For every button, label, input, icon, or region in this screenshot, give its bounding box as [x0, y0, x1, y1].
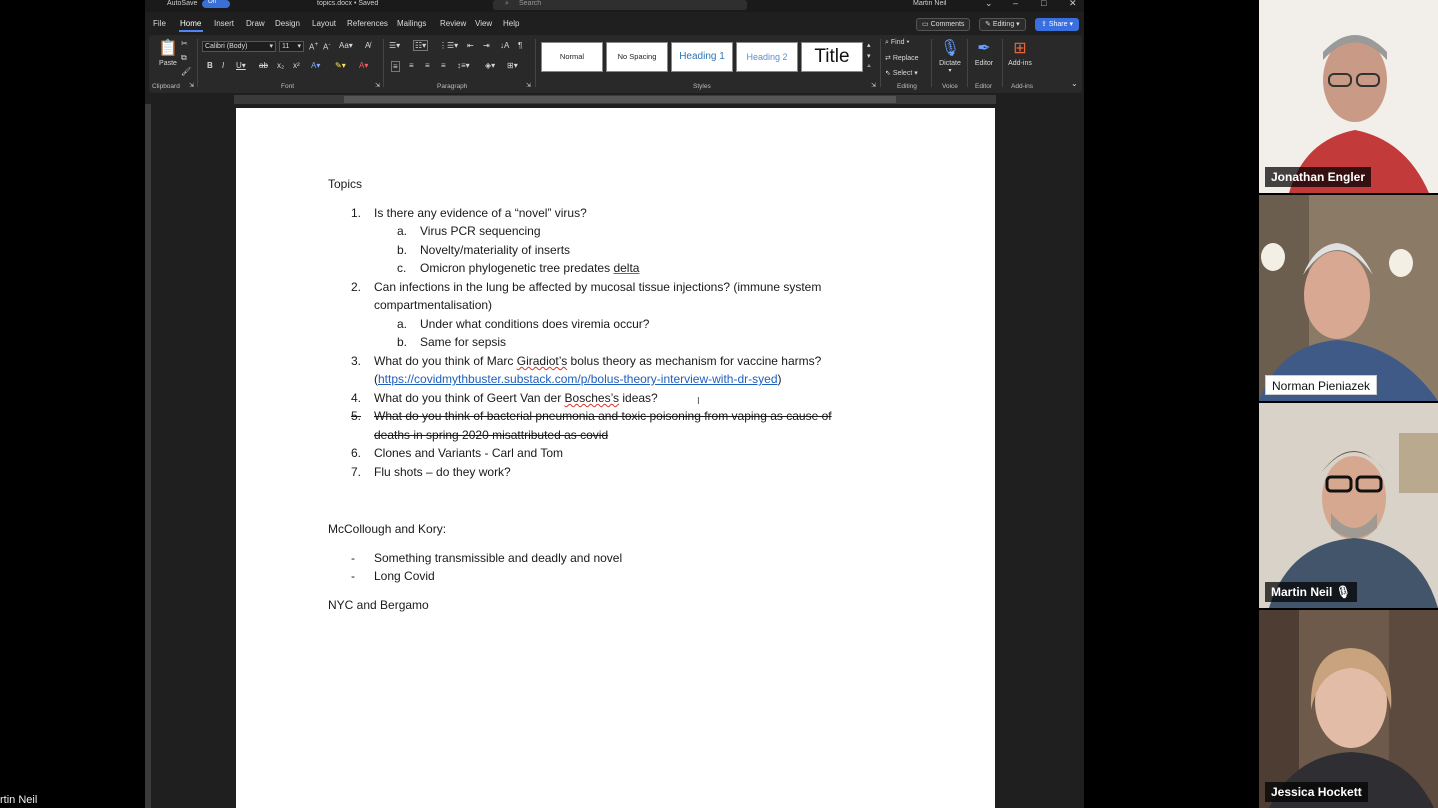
paste-button[interactable] [151, 38, 185, 67]
chevron-down-icon: ▾ [269, 43, 273, 50]
addins-button[interactable] [1003, 38, 1037, 67]
tab-mailings[interactable]: Mailings [397, 19, 427, 28]
style-heading-1[interactable]: Heading 1 [671, 42, 733, 72]
show-formatting-icon[interactable]: ¶ [518, 41, 523, 50]
find-button[interactable] [885, 39, 909, 47]
search-box[interactable] [493, 0, 747, 10]
superscript-icon[interactable]: x² [293, 61, 300, 70]
share-icon: ⇪ [1041, 21, 1049, 28]
editing-mode-button[interactable] [979, 18, 1026, 31]
search-icon: ⌕ [505, 0, 509, 7]
editor-button[interactable] [967, 38, 1001, 67]
list-letter: c. [397, 261, 407, 275]
section-heading: NYC and Bergamo [328, 598, 429, 612]
document-page[interactable] [236, 108, 995, 808]
list-item-text: ideas? [619, 391, 658, 405]
chevron-down-icon: ▾ [948, 68, 952, 74]
paragraph-launcher-icon[interactable]: ⇲ [526, 83, 532, 89]
spelling-flagged-word: Bosches’s [564, 391, 620, 405]
font-name-select[interactable] [202, 41, 276, 52]
comments-button[interactable] [916, 18, 970, 31]
numbering-icon[interactable]: ☷▾ [415, 41, 427, 50]
clear-formatting-icon[interactable]: A̸ [365, 41, 371, 50]
comments-label: Comments [930, 21, 965, 28]
list-letter: b. [397, 243, 408, 257]
select-label: Select [892, 70, 913, 77]
font-color-icon[interactable]: A▾ [359, 61, 369, 70]
tab-design[interactable]: Design [275, 19, 300, 28]
microphone-icon: 🎙 [1335, 585, 1351, 599]
ruler-text-area [344, 96, 896, 103]
group-label-addins: Add-ins [1011, 83, 1034, 90]
title-bar [145, 0, 1084, 12]
divider [535, 39, 536, 87]
sort-icon[interactable]: ↓A [500, 41, 510, 50]
divider [880, 39, 881, 87]
borders-icon[interactable]: ⊞▾ [507, 61, 518, 70]
maximize-icon[interactable]: □ [1041, 0, 1047, 8]
replace-label: Replace [892, 55, 919, 62]
group-label-clipboard: Clipboard [152, 83, 180, 90]
text-effects-icon[interactable]: A▾ [311, 61, 321, 70]
group-label-editing: Editing [897, 83, 917, 90]
participant-video [1259, 195, 1438, 401]
tab-home[interactable]: Home [180, 19, 202, 28]
list-item [374, 390, 658, 406]
active-tab-indicator [179, 30, 203, 32]
format-painter-icon[interactable]: 🖌 [181, 67, 192, 76]
shrink-font-icon[interactable]: A- [323, 41, 331, 52]
list-item-struck: What do you think of bacterial pneumonia and toxic poisoning from vaping as cause of [374, 409, 832, 423]
list-number: 3. [351, 354, 362, 368]
participant-video-tile[interactable] [1259, 195, 1438, 401]
chevron-down-icon: ▾ [1067, 21, 1073, 28]
increase-indent-icon[interactable]: ⇥ [483, 41, 490, 50]
pencil-icon: ✎ [985, 21, 993, 28]
bold-icon[interactable]: B [207, 61, 213, 70]
participant-name: Jonathan Engler [1265, 167, 1371, 187]
bullet-dash: - [351, 551, 355, 565]
decrease-indent-icon[interactable]: ⇤ [467, 41, 474, 50]
list-letter: a. [397, 317, 408, 331]
group-label-voice: Voice [942, 83, 958, 90]
grammar-flagged-word: delta [613, 261, 640, 275]
divider [383, 39, 384, 87]
chevron-down-icon: ▾ [904, 39, 910, 46]
chevron-down-icon: ▾ [912, 70, 918, 77]
tab-file[interactable]: File [153, 19, 166, 28]
tab-layout[interactable]: Layout [312, 19, 337, 28]
highlight-icon[interactable]: ✎▾ [335, 61, 346, 70]
strikethrough-icon[interactable]: ab [259, 61, 268, 70]
horizontal-ruler[interactable] [234, 95, 996, 104]
close-icon[interactable]: ✕ [1069, 0, 1077, 8]
cursor-icon: ⇖ [885, 70, 893, 77]
align-left-icon[interactable]: ≡ [393, 62, 398, 71]
subscript-icon[interactable]: x₂ [277, 61, 285, 70]
font-name-value: Calibri (Body) [205, 43, 248, 50]
align-right-icon[interactable]: ≡ [425, 61, 430, 70]
group-label-font: Font [281, 83, 295, 90]
bullet-item: Long Covid [374, 569, 435, 583]
mouse-ibeam-cursor-icon: I [697, 396, 700, 407]
clipboard-launcher-icon[interactable]: ⇲ [189, 83, 195, 89]
ribbon [149, 35, 1082, 93]
paste-icon: 📋 [158, 40, 178, 57]
font-size-select[interactable] [279, 41, 304, 52]
spelling-flagged-word: Giradiot’s [516, 354, 568, 368]
replace-icon: ⇄ [885, 55, 893, 62]
style-no-spacing[interactable]: No Spacing [606, 42, 668, 72]
tab-view[interactable]: View [475, 19, 493, 28]
word-window [145, 0, 1084, 808]
justify-icon[interactable]: ≡ [441, 61, 446, 70]
paren: ( [374, 372, 378, 386]
search-icon: ⌕ [885, 39, 891, 46]
participant-video [1259, 0, 1438, 193]
user-name[interactable]: Martin Neil [913, 0, 947, 7]
list-item-text: What do you think of Geert Van der [374, 391, 565, 405]
list-item-text: bolus theory as mechanism for vaccine harms? [567, 354, 822, 368]
shading-icon[interactable]: ◈▾ [485, 61, 496, 70]
multilevel-list-icon[interactable]: ⋮☰▾ [439, 41, 459, 50]
substack-link[interactable]: https://covidmythbuster.substack.com/p/bolus-theory-interview-with-dr-syed [378, 372, 778, 386]
share-label: Share [1048, 21, 1068, 28]
document-filename[interactable]: topics.docx • Saved [317, 0, 379, 7]
list-number: 7. [351, 465, 362, 479]
styles-more-icon[interactable]: ⩡ [867, 63, 871, 70]
change-case-icon[interactable]: Aa▾ [339, 41, 353, 50]
line-spacing-icon[interactable]: ↕≡▾ [457, 61, 470, 70]
chevron-down-icon: ▾ [297, 43, 301, 50]
style-normal[interactable]: Normal [541, 42, 603, 72]
list-number: 4. [351, 391, 362, 405]
vertical-ruler[interactable] [145, 104, 151, 808]
microphone-icon: 🎙 [939, 40, 961, 57]
style-heading-2[interactable]: Heading 2 [736, 42, 798, 72]
list-item: Can infections in the lung be affected by mucosal tissue injections? (immune system [374, 280, 822, 294]
list-item-text: Omicron phylogenetic tree predates [420, 261, 614, 275]
list-letter: b. [397, 335, 408, 349]
editing-label: Editing [992, 21, 1015, 28]
list-item: Flu shots – do they work? [374, 465, 511, 479]
list-item-continuation [374, 371, 782, 387]
collapse-ribbon-icon[interactable]: ⌄ [1071, 79, 1078, 88]
tab-draw[interactable]: Draw [246, 19, 265, 28]
list-item: Under what conditions does viremia occur? [420, 317, 650, 331]
participant-name-text: Martin Neil [1271, 585, 1333, 599]
participant-name: Norman Pieniazek [1265, 375, 1377, 395]
underline-icon[interactable]: U▾ [236, 61, 246, 70]
paren: ) [777, 372, 782, 386]
styles-scroll-down-icon[interactable]: ▾ [867, 53, 871, 60]
addins-label: Add-ins [1008, 60, 1032, 67]
cut-icon[interactable]: ✂ [181, 39, 188, 48]
participant-video [1259, 403, 1438, 608]
ribbon-display-icon[interactable]: ⌄ [985, 0, 993, 8]
participant-video-tile[interactable] [1259, 610, 1438, 808]
divider [931, 39, 932, 87]
bullet-item: Something transmissible and deadly and novel [374, 551, 623, 565]
list-item: Novelty/materiality of inserts [420, 243, 571, 257]
list-item [374, 353, 821, 369]
list-item-continuation: compartmentalisation) [374, 298, 493, 312]
participant-video-tile[interactable] [1259, 0, 1438, 193]
styles-launcher-icon[interactable]: ⇲ [871, 83, 877, 89]
list-number: 2. [351, 280, 362, 294]
list-item-text: What do you think of Marc [374, 354, 517, 368]
list-item: Virus PCR sequencing [420, 224, 541, 238]
self-view-name-label: rtin Neil [0, 794, 38, 806]
addins-grid-icon: ⊞ [1013, 40, 1027, 57]
replace-button[interactable] [885, 54, 919, 62]
list-item [420, 260, 639, 276]
minimize-icon[interactable]: – [1013, 0, 1019, 8]
editor-pen-icon: ✒ [977, 40, 991, 57]
participant-video [1259, 610, 1438, 808]
autosave-label: AutoSave [167, 0, 198, 7]
tab-review[interactable]: Review [440, 19, 467, 28]
editor-label: Editor [974, 60, 994, 67]
list-item: Is there any evidence of a “novel” virus? [374, 206, 587, 220]
autosave-toggle[interactable] [202, 0, 230, 8]
styles-scroll-up-icon[interactable]: ▴ [867, 42, 871, 49]
autosave-toggle-state: On [208, 0, 217, 5]
participant-video-tile[interactable] [1259, 403, 1438, 608]
search-placeholder: Search [519, 0, 542, 7]
tab-references[interactable]: References [347, 19, 388, 28]
font-launcher-icon[interactable]: ⇲ [375, 83, 381, 89]
list-letter: a. [397, 224, 408, 238]
copy-icon[interactable]: ⧉ [181, 53, 187, 62]
italic-icon[interactable]: I [222, 61, 225, 70]
section-heading: McCollough and Kory: [328, 522, 447, 536]
list-item-struck-continuation: deaths in spring 2020 misattributed as covid [374, 428, 609, 442]
select-button[interactable] [885, 69, 918, 77]
list-number: 1. [351, 206, 362, 220]
participant-name [1265, 582, 1357, 602]
bullet-dash: - [351, 569, 355, 583]
align-center-icon[interactable]: ≡ [409, 61, 414, 70]
comment-icon: ▭ [922, 21, 931, 28]
share-button[interactable] [1035, 18, 1079, 31]
find-label: Find [890, 39, 905, 46]
list-item: Clones and Variants - Carl and Tom [374, 446, 563, 460]
style-title[interactable]: Title [801, 42, 863, 72]
tab-help[interactable]: Help [503, 19, 520, 28]
font-size-value: 11 [282, 43, 290, 50]
list-number: 6. [351, 446, 362, 460]
chevron-down-icon: ▾ [1014, 21, 1020, 28]
bullets-icon[interactable]: ☰▾ [389, 41, 401, 50]
heading-topics: Topics [328, 177, 363, 191]
list-item: Same for sepsis [420, 335, 507, 349]
paste-label: Paste [159, 60, 177, 67]
dictate-label: Dictate [939, 60, 961, 67]
dictate-button[interactable] [933, 38, 967, 74]
group-label-paragraph: Paragraph [437, 83, 468, 90]
group-label-editor: Editor [975, 83, 992, 90]
divider [197, 39, 198, 87]
group-label-styles: Styles [693, 83, 711, 90]
tab-insert[interactable]: Insert [214, 19, 235, 28]
list-number: 5. [351, 409, 362, 423]
grow-font-icon[interactable]: A+ [309, 41, 319, 52]
participant-name: Jessica Hockett [1265, 782, 1368, 802]
